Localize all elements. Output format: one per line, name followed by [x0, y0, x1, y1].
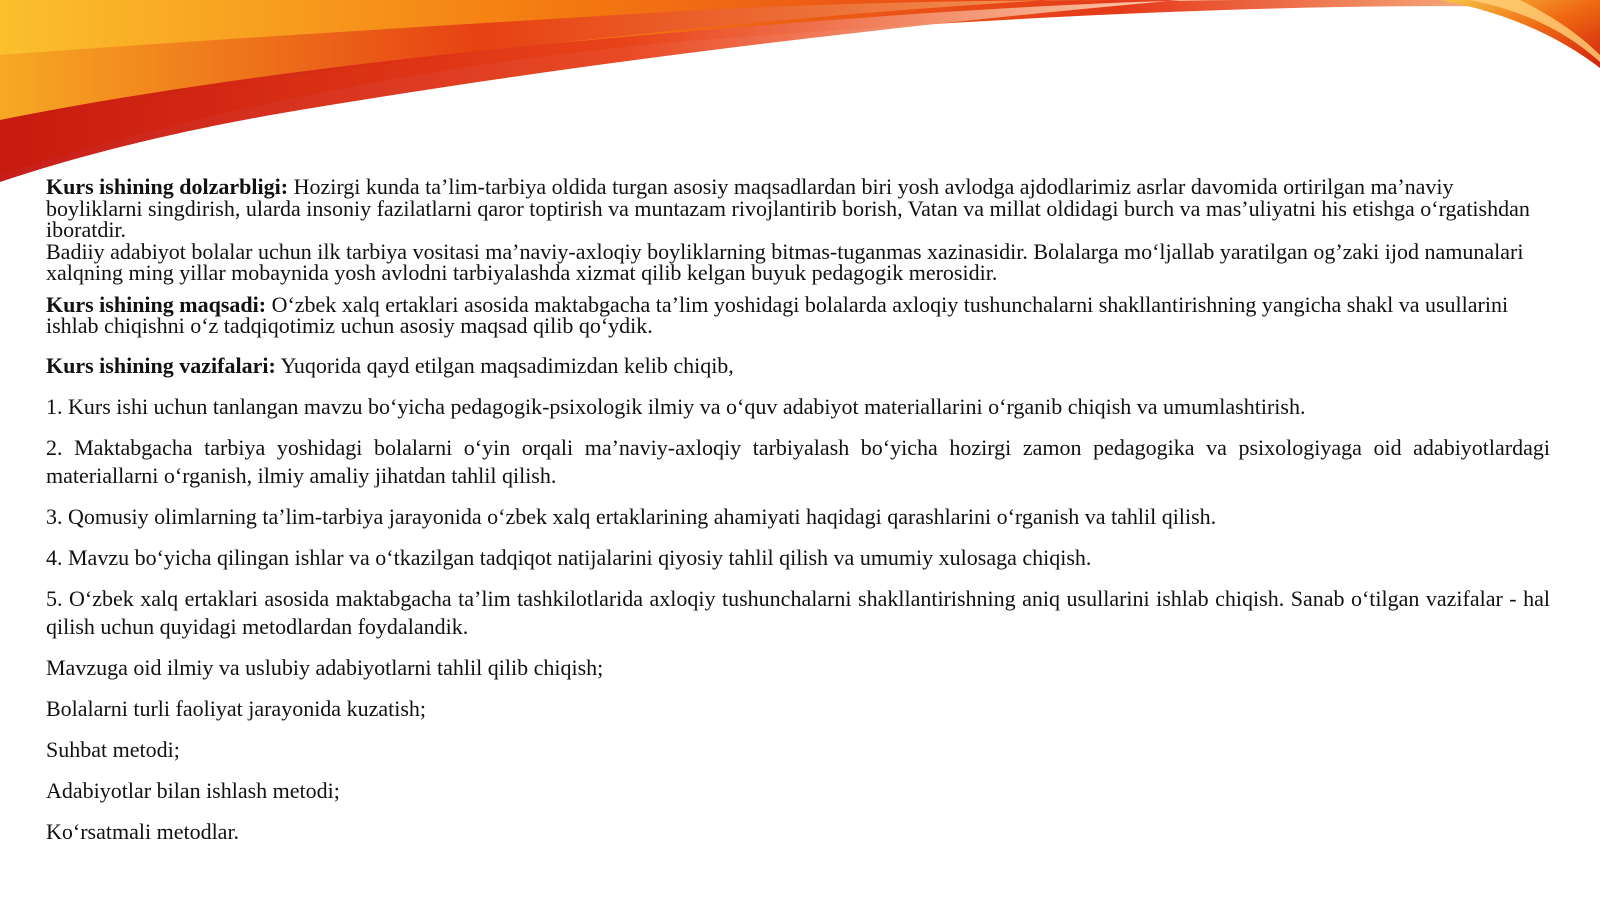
goal-text: O‘zbek xalq ertaklari asosida maktabgacha ta’lim yoshidagi bolalarda axloqiy tushunchalarni shakllantirishning yangicha shakl va usullarini ishlab chiqishni o‘z tadqiqotimiz uchun asosiy maqsad qilib qo‘ydik. [46, 291, 1509, 338]
method-item-3: Suhbat metodi; [46, 736, 180, 762]
document-body [46, 176, 1550, 859]
method-item-1: Mavzuga oid ilmiy va uslubiy adabiyotlarni tahlil qilib chiqish; [46, 654, 604, 680]
tasks-paragraph [46, 352, 1550, 380]
method-item-2: Bolalarni turli faoliyat jarayonida kuzatish; [46, 695, 426, 721]
relevance-paragraph-2: Badiiy adabiyot bolalar uchun ilk tarbiya vositasi ma’naviy-axloqiy boyliklarning bitmas-tuganmas xazinasidir. Bolalarga mo‘ljallab yaratilgan og’zaki ijod namunalari xalqning ming yillar mobaynida yosh avlodni tarbiyalashda xizmat qilib kelgan buyuk pedagogik merosidir. [46, 238, 1524, 285]
task-item-2: 2. Maktabgacha tarbiya yoshidagi bolalarni o‘yin orqali ma’naviy-axloqiy tarbiyalash bo‘yicha hozirgi zamon pedagogika va psixologiyaga oid adabiyotlardagi materiallarni o‘rganish, ilmiy amaliy jihatdan tahlil qilish. [46, 434, 1550, 488]
relevance-paragraph [46, 176, 1550, 241]
task-item-1: 1. Kurs ishi uchun tanlangan mavzu bo‘yicha pedagogik-psixologik ilmiy va o‘quv adabiyot materiallarini o‘rganib chiqish va umumlashtirish. [46, 393, 1306, 419]
method-item-5: Ko‘rsatmali metodlar. [46, 818, 240, 844]
relevance-text: Hozirgi kunda ta’lim-tarbiya oldida turgan asosiy maqsadlardan biri yosh avlodga ajdodlarimiz asrlar davomida ortirilgan ma’naviy boyliklarni singdirish, ularda insoniy fazilatlarni qaror toptirish va muntazam rivojlantirib borish, Vatan va millat oldidagi burch va mas’uliyatni his etishga o‘rgatishdan iboratdir. [46, 174, 1530, 242]
task-item-4: 4. Mavzu bo‘yicha qilingan ishlar va o‘tkazilgan tadqiqot natijalarini qiyosiy tahlil qilish va umumiy xulosaga chiqish. [46, 544, 1092, 570]
relevance-heading: Kurs ishining dolzarbligi: [46, 174, 289, 199]
goal-heading: Kurs ishining maqsadi: [46, 291, 267, 317]
method-item-4: Adabiyotlar bilan ishlash metodi; [46, 777, 340, 803]
task-item-5: 5. O‘zbek xalq ertaklari asosida maktabgacha ta’lim tashkilotlarida axloqiy tushunchalarni shakllantirishning aniq usullarini ishlab chiqish. Sanab o‘tilgan vazifalar - hal qilish uchun quyidagi metodlardan foydalandik. [46, 585, 1550, 639]
goal-paragraph [46, 291, 1550, 338]
tasks-text: Yuqorida qayd etilgan maqsadimizdan kelib chiqib, [275, 352, 734, 378]
decorative-swoosh [0, 0, 1600, 200]
tasks-heading: Kurs ishining vazifalari: [46, 352, 276, 378]
task-item-3: 3. Qomusiy olimlarning ta’lim-tarbiya jarayonida o‘zbek xalq ertaklarining ahamiyati haqidagi qarashlarini o‘rganish va tahlil qilish. [46, 503, 1217, 529]
